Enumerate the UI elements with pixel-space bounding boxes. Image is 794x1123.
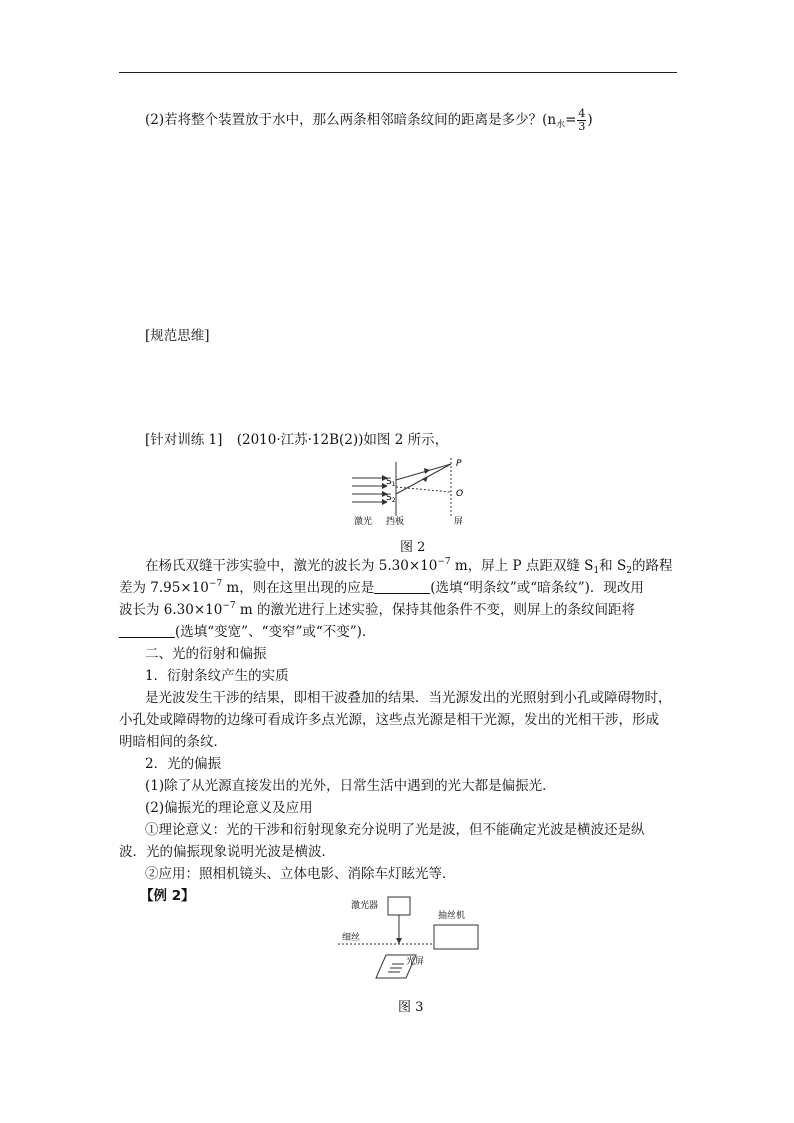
ray-s1 xyxy=(396,464,451,480)
equals-sign: = xyxy=(565,112,577,128)
puller-box xyxy=(434,925,478,949)
subsection-2-item-2: (2)偏振光的理论意义及应用 xyxy=(145,800,313,816)
question-2-text: (2)若将整个装置放于水中，那么两条相邻暗条纹间的距离是多少？(n xyxy=(145,112,557,128)
subsection-1-line-3: 明暗相间的条纹． xyxy=(119,734,227,750)
s2-label: $S_2$ xyxy=(386,493,396,504)
refractive-index-fraction xyxy=(577,108,586,133)
answer-blank-1[interactable] xyxy=(374,579,430,594)
figure-3-caption: 图 3 xyxy=(398,1000,424,1015)
fiber-label: 细丝 xyxy=(342,933,361,943)
figure-3-diagram xyxy=(338,892,488,984)
beam-arrow xyxy=(396,938,402,944)
fraction-denominator: 3 xyxy=(578,120,586,133)
subsection-2-item-3a: ①理论意义：光的干涉和衍射现象充分说明了光是波，但不能确定光波是横波还是纵 xyxy=(145,822,645,838)
ray-arrow-2 xyxy=(422,476,428,482)
barrier-label: 挡板 xyxy=(386,517,405,527)
training-label: [针对训练 1] xyxy=(145,432,223,448)
laser-label: 激光 xyxy=(354,517,373,527)
subsection-2-item-1: (1)除了从光源直接发出的光外，日常生活中遇到的光大都是偏振光． xyxy=(145,778,556,794)
screen-label: 光屏 xyxy=(406,957,425,967)
subsection-1-line-1: 是光波发生干涉的结果，即相干波叠加的结果．当光源发出的光照射到小孔或障碍物时， xyxy=(145,690,672,706)
subsection-1-line-2: 小孔处或障碍物的边缘可看成许多点光源，这些点光源是相干光源，发出的光相干涉，形成 xyxy=(119,712,659,728)
subsection-2-item-3b: 波．光的偏振现象说明光波是横波． xyxy=(119,844,335,860)
s1-label: $S_1$ xyxy=(386,477,396,488)
answer-blank-2[interactable] xyxy=(119,623,175,638)
puller-label: 抽丝机 xyxy=(438,911,466,921)
laser-label: 激光器 xyxy=(351,901,379,911)
figure-2-caption: 图 2 xyxy=(400,540,426,555)
heading-norm-thinking: [规范思维] xyxy=(145,328,210,344)
training-source: (2010·江苏·12B(2))如图 2 所示， xyxy=(236,432,449,448)
section-2-title: 二、光的衍射和偏振 xyxy=(145,646,267,662)
example-2-label: 【例 2】 xyxy=(140,888,195,904)
paragraph-line-3: 波长为 $6.30\times 10^{-7}$ m 的激光进行上述实验，保持其他条件不变，则屏上的条纹间距将 xyxy=(119,601,636,618)
close-paren: ) xyxy=(587,112,593,128)
water-subscript: 水 xyxy=(556,120,566,130)
screen-label: 屏 xyxy=(454,517,464,527)
paragraph-line-4: (选填“变宽”、“变窄”或“不变”)． xyxy=(119,622,375,642)
subsection-2-item-4: ②应用：照相机镜头、立体电影、消除车灯眩光等． xyxy=(145,866,456,882)
training-1 xyxy=(145,430,448,450)
paragraph-line-1: 在杨氏双缝干涉实验中，激光的波长为 $5.30\times 10^{-7}$ m，屏上 P 点距双缝 $S_1$和 $S_2$的路程 xyxy=(145,557,673,576)
fraction-numerator: 4 xyxy=(578,107,586,120)
laser-box xyxy=(388,897,410,915)
subsection-2-title: 2．光的偏振 xyxy=(145,756,222,772)
p-label: P xyxy=(456,459,462,469)
figure-2-diagram xyxy=(348,452,476,534)
ray-arrow-1 xyxy=(424,468,430,474)
question-2 xyxy=(145,108,593,133)
o-label: O xyxy=(456,489,464,499)
header-rule xyxy=(119,72,677,73)
paragraph-line-2: 差为 $7.95\times 10^{-7}$ m，则在这里出现的应是 (选填“明条纹”或“暗条纹”)．现改用 xyxy=(119,579,644,596)
subsection-1-title: 1．衍射条纹产生的实质 xyxy=(145,668,289,684)
